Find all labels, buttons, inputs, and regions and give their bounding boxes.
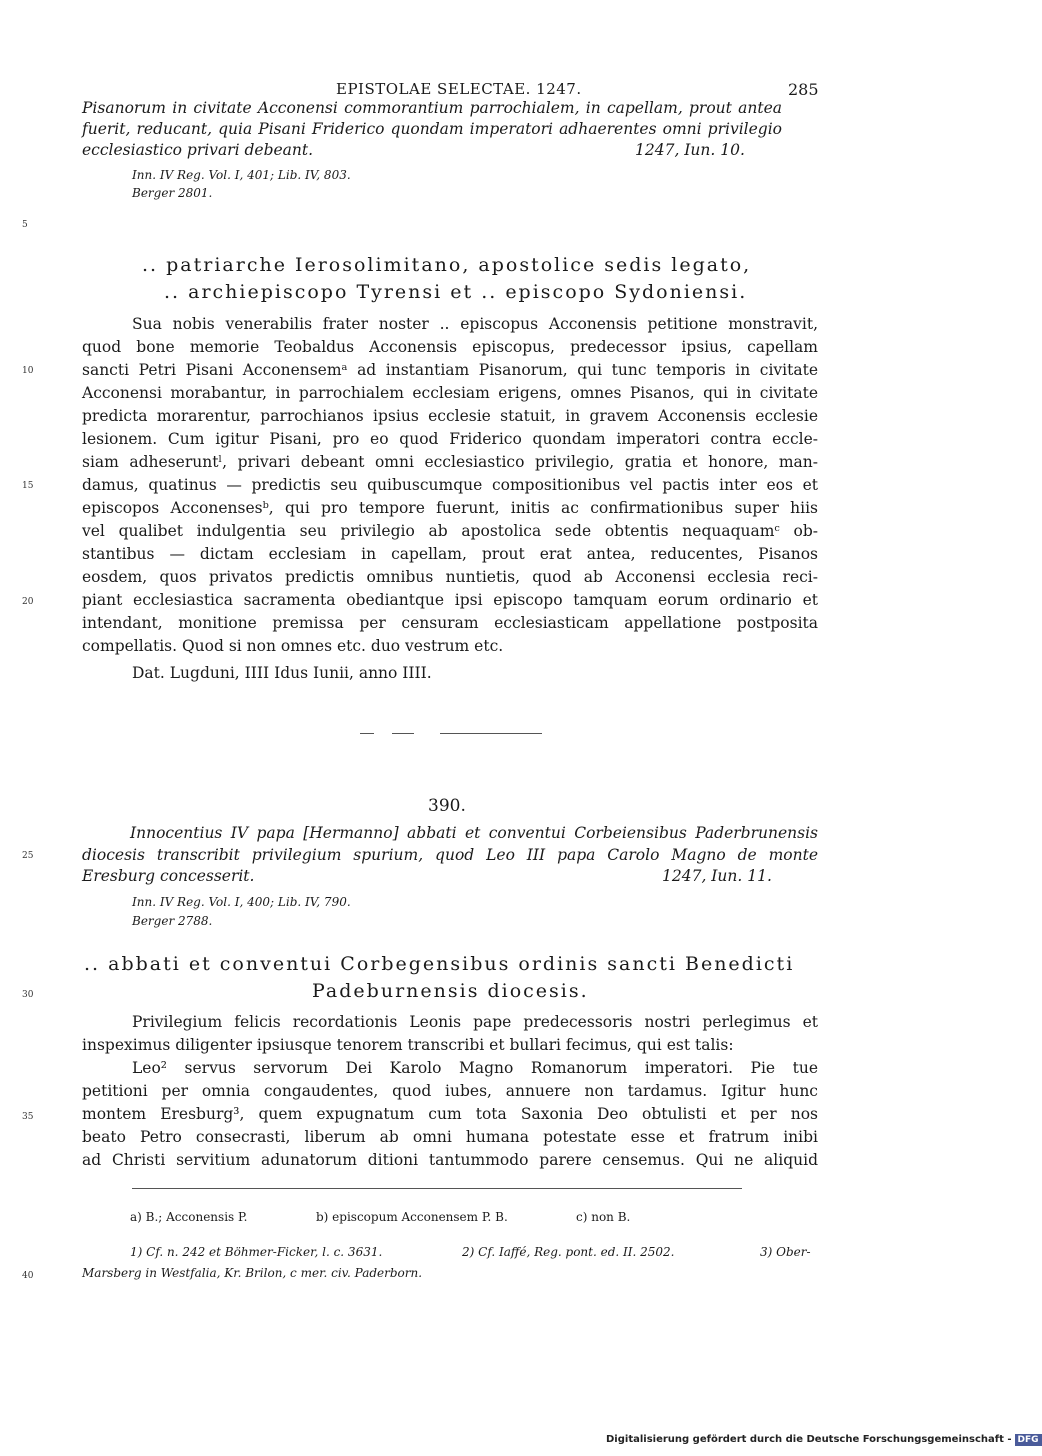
letter2-summary-line: diocesis transcribit privilegium spurium, quod Leo III papa Carolo Magno de monte [82,846,818,864]
letter1-ref: Inn. IV Reg. Vol. I, 401; Lib. IV, 803. [132,168,351,182]
footnote: Marsberg in Westfalia, Kr. Brilon, c mer. civ. Paderborn. [82,1266,423,1280]
letter1-body-line: damus, quatinus — predictis seu quibuscumque compositionibus vel pactis inter eos et [82,476,818,494]
letter1-address-line: .. patriarche Ierosolimitano, apostolice sedis legato, [142,254,752,276]
letter1-body-line: lesionem. Cum igitur Pisani, pro eo quod Friderico quondam imperatori contra eccle- [82,430,818,448]
letter2-body-line: petitioni per omnia congaudentes, quod iubes, annuere non tardamus. Igitur hunc [82,1082,818,1100]
dfg-logo: DFG [1015,1434,1042,1446]
line-number: 5 [22,220,28,230]
letter1-summary-line: Pisanorum in civitate Acconensi commorantium parrochialem, in capellam, prout antea [82,99,782,117]
line-number: 30 [22,990,34,1000]
letter2-summary-line: Innocentius IV papa [Hermanno] abbati et conventui Corbeiensibus Paderbrunensis [130,824,818,842]
letter1-body-line: stantibus — dictam ecclesiam in capellam, prout erat antea, reducentes, Pisanos [82,545,818,563]
letter1-body-line: piant ecclesiastica sacramenta obediantque ipsi episcopo tamquam eorum ordinario et [82,591,818,609]
letter2-address-line: .. abbati et conventui Corbegensibus ordinis sancti Benedicti [84,953,795,975]
credit-text: Digitalisierung gefördert durch die Deutsche Forschungsgemeinschaft - [606,1434,1012,1445]
line-number: 40 [22,1271,34,1281]
letter1-body-line: eosdem, quos privatos predictis omnibus nuntietis, quod ab Acconensi ecclesia reci- [82,568,818,586]
line-number: 35 [22,1112,34,1122]
letter1-body-line: quod bone memorie Teobaldus Acconensis episcopus, predecessor ipsius, capellam [82,338,818,356]
letter1-summary-line: fuerit, reducant, quia Pisani Friderico quondam imperatori adhaerentes omni privilegio [82,120,782,138]
letter1-body-line: siam adheseruntˡ, privari debeant omni ecclesiastico privilegio, gratia et honore, man- [82,453,818,471]
letter1-body-line: compellatis. Quod si non omnes etc. duo vestrum etc. [82,637,504,655]
letter1-ref: Berger 2801. [132,186,213,200]
letter2-date: 1247, Iun. 11. [662,867,772,885]
letter2-body-line: inspeximus diligenter ipsiusque tenorem transcribi et bullari fecimus, qui est talis: [82,1036,734,1054]
letter2-summary-line: Eresburg concesserit. [82,867,255,885]
digitization-credit [606,1434,1042,1446]
letter2-address-line: Padeburnensis diocesis. [312,980,589,1002]
letter1-body-line: sancti Petri Pisani Acconensemᵃ ad instantiam Pisanorum, qui tunc temporis in civitate [82,361,818,379]
letter-number: 390. [428,796,466,816]
separator-dash [360,733,374,734]
letter1-body-line: Sua nobis venerabilis frater noster .. episcopus Acconensis petitione monstravit, [132,315,818,333]
variant-note: a) B.; Acconensis P. [130,1210,248,1224]
letter2-ref: Berger 2788. [132,914,213,928]
letter2-body-line: Privilegium felicis recordationis Leonis pape predecessoris nostri perlegimus et [132,1013,818,1031]
letter2-body-line: montem Eresburg³, quem expugnatum cum tota Saxonia Deo obtulisti et per nos [82,1105,818,1123]
footnote: 2) Cf. Iaffé, Reg. pont. ed. II. 2502. [462,1245,675,1259]
line-number: 25 [22,851,34,861]
letter1-body-line: intendant, monitione premissa per censuram ecclesiasticam appellatione postposita [82,614,818,632]
line-number: 20 [22,597,34,607]
letter1-body-line: vel qualibet indulgentia seu privilegio ab apostolica sede obtentis nequaquamᶜ ob- [82,522,818,540]
separator-dash [392,733,414,734]
letter1-body-line: predicta morarentur, parrochianos ipsius ecclesie statuit, in gravem Acconensis ecclesie [82,407,818,425]
variant-note: b) episcopum Acconensem P. B. [316,1210,508,1224]
line-number: 15 [22,481,34,491]
letter1-body-line: episcopos Acconensesᵇ, qui pro tempore fuerunt, initis ac confirmationibus super hiis [82,499,818,517]
letter2-body-line: beato Petro consecrasti, liberum ab omni humana potestate esse et fratrum inibi [82,1128,818,1146]
letter1-summary-line: ecclesiastico privari debeant. [82,141,314,159]
letter1-date: 1247, Iun. 10. [635,141,745,159]
line-number: 10 [22,366,34,376]
letter1-dating: Dat. Lugduni, IIII Idus Iunii, anno IIII. [132,664,432,682]
letter1-body-line: Acconensi morabantur, in parrochialem ecclesiam erigens, omnes Pisanos, qui in civitate [82,384,818,402]
footnote: 3) Ober- [760,1245,811,1259]
page-number: 285 [788,80,819,99]
variant-note: c) non B. [576,1210,631,1224]
footnote: 1) Cf. n. 242 et Böhmer-Ficker, l. c. 3631. [130,1245,383,1259]
letter2-ref: Inn. IV Reg. Vol. I, 400; Lib. IV, 790. [132,895,351,909]
footnote-rule [132,1188,742,1189]
letter2-body-line: ad Christi servitium adunatorum ditioni tantummodo parere censemus. Qui ne aliquid [82,1151,818,1169]
letter2-body-line: Leo² servus servorum Dei Karolo Magno Romanorum imperatori. Pie tue [132,1059,818,1077]
separator-dash [440,733,542,734]
running-header: EPISTOLAE SELECTAE. 1247. [336,80,582,98]
letter1-address-line: .. archiepiscopo Tyrensi et .. episcopo Sydoniensi. [164,281,748,303]
